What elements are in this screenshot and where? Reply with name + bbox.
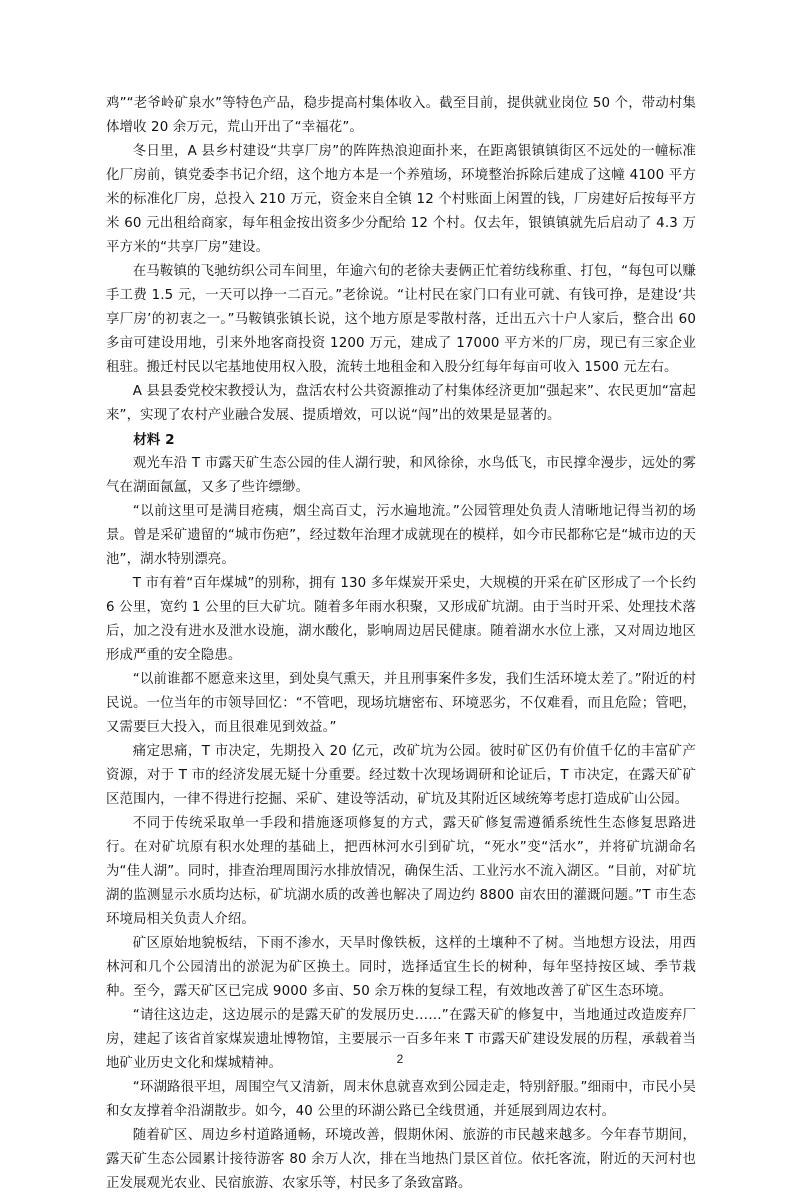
paragraph: 随着矿区、周边乡村道路通畅，环境改善，假期休闲、旅游的市民越来越多。今年春节期间，露天矿生态公园累计接待游客 80 余万人次，排在当地热门景区首位。依托客流，附近的天河村也正发展观光农业、民宿旅游、农家乐等，村民多了条致富路。 (106, 1128, 696, 1191)
paragraph: 不同于传统采取单一手段和措施逐项修复的方式，露天矿修复需遵循系统性生态修复思路进行。在对矿坑原有积水处理的基础上，把西林河水引到矿坑，“死水”变“活水”，并将矿坑湖命名为“佳人湖”。同时，排查治理周围污水排放情况，确保生活、工业污水不流入湖区。“目前，对矿坑湖的监测显示水质均达标，矿坑湖水质的改善也解决了周边约 8800 亩农田的灌溉问题。”T 市生态环境局相关负责人介绍。 (106, 816, 696, 927)
paragraph: A 县县委党校宋教授认为，盘活农村公共资源推动了村集体经济更加“强起来”、农民更加“富起来”，实现了农村产业融合发展、提质增效，可以说“闯”出的效果是显著的。 (106, 384, 696, 423)
article-body-part2 (106, 452, 696, 1196)
section-heading: 材料 2 (133, 432, 175, 448)
paragraph: 冬日里，A 县乡村建设“共享厂房”的阵阵热浪迎面扑来，在距离银镇镇街区不远处的一幢标准化厂房前，镇党委李书记介绍，这个地方本是一个养殖场，环境整治拆除后建成了这幢 4100 平方米的标准化厂房，总投入 210 万元，资金来自全镇 12 个村账面上闲置的钱，厂房建好后按每平方米 60 元出租给商家，每年租金按出资多少分配给 12 个村。仅去年，银镇镇就先后启动了 4.3 万平方米的“共享厂房”建设。 (106, 144, 696, 255)
paragraph: 在马鞍镇的飞驰纺织公司车间里，年逾六旬的老徐夫妻俩正忙着纺线称重、打包，“每包可以赚手工费 1.5 元，一天可以挣一二百元。”老徐说。“让村民在家门口有业可就、有钱可挣，是建设‘共享厂房’的初衷之一。”马鞍镇张镇长说，这个地方原是零散村落，迁出五六十户人家后，整合出 60 多亩可建设用地，引来外地客商投资 1200 万元，建成了 17000 平方米的厂房，现已有三家企业租驻。搬迁村民以宅基地使用权入股，流转土地租金和入股分红每年每亩可收入 1500 元左右。 (106, 264, 696, 375)
paragraph: T 市有着“百年煤城”的别称，拥有 130 多年煤炭开采史，大规模的开采在矿区形成了一个长约 6 公里，宽约 1 公里的巨大矿坑。随着多年雨水积聚，又形成矿坑湖。由于当时开采、处理技术落后，加之没有进水及泄水设施，湖水酸化，影响周边居民健康。随着湖水水位上涨，又对周边地区形成严重的安全隐患。 (106, 576, 696, 663)
paragraph: 矿区原始地貌板结，下雨不渗水，天旱时像铁板，这样的土壤种不了树。当地想方设法，用西林河和几个公园清出的淤泥为矿区换土。同时，选择适宜生长的树种，每年坚持按区域、季节栽种。至今，露天矿区已完成 9000 多亩、50 余万株的复绿工程，有效地改善了矿区生态环境。 (106, 936, 696, 999)
paragraph: 鸡”“老爷岭矿泉水”等特色产品，稳步提高村集体收入。截至目前，提供就业岗位 50 个，带动村集体增收 20 余万元，荒山开出了“幸福花”。 (106, 96, 696, 135)
article-body-part1 (106, 92, 696, 428)
paragraph: “以前谁都不愿意来这里，到处臭气熏天，并且刑事案件多发，我们生活环境太差了。”附近的村民说。一位当年的市领导回忆：“不管吧，现场坑塘密布、环境恶劣，不仅难看，而且危险；管吧，又需要巨大投入，而且很难见到效益。” (106, 672, 696, 735)
paragraph: 痛定思痛，T 市决定，先期投入 20 亿元，改矿坑为公园。彼时矿区仍有价值千亿的丰富矿产资源，对于 T 市的经济发展无疑十分重要。经过数十次现场调研和论证后，T 市决定，在露天矿矿区范围内，一律不得进行挖掘、采矿、建设等活动，矿坑及其附近区域统筹考虑打造成矿山公园。 (106, 744, 696, 807)
paragraph: “请往这边走，这边展示的是露天矿的发展历史……”在露天矿的修复中，当地通过改造废弃厂房，建起了该省首家煤炭遗址博物馆，主要展示一百多年来 T 市露天矿建设发展的历程，承载着当地矿业历史文化和煤城精神。 (106, 1008, 696, 1071)
paragraph: “以前这里可是满目疮痍，烟尘高百丈，污水遍地流。”公园管理处负责人清晰地记得当初的场景。曾是采矿遗留的“城市伤疤”，经过数年治理才成就现在的模样，如今市民都称它是“城市边的天池”，湖水特别漂亮。 (106, 504, 696, 567)
paragraph: 观光车沿 T 市露天矿生态公园的佳人湖行驶，和风徐徐，水鸟低飞，市民撑伞漫步，远处的雾气在湖面氤氲，又多了些许缥缈。 (106, 456, 696, 495)
page-number: 2 (396, 1052, 404, 1066)
paragraph: “环湖路很平坦，周围空气又清新，周末休息就喜欢到公园走走，特别舒服。”细雨中，市民小吴和女友撑着伞沿湖散步。如今，40 公里的环湖公路已全线贯通，并延展到周边农村。 (106, 1080, 696, 1119)
